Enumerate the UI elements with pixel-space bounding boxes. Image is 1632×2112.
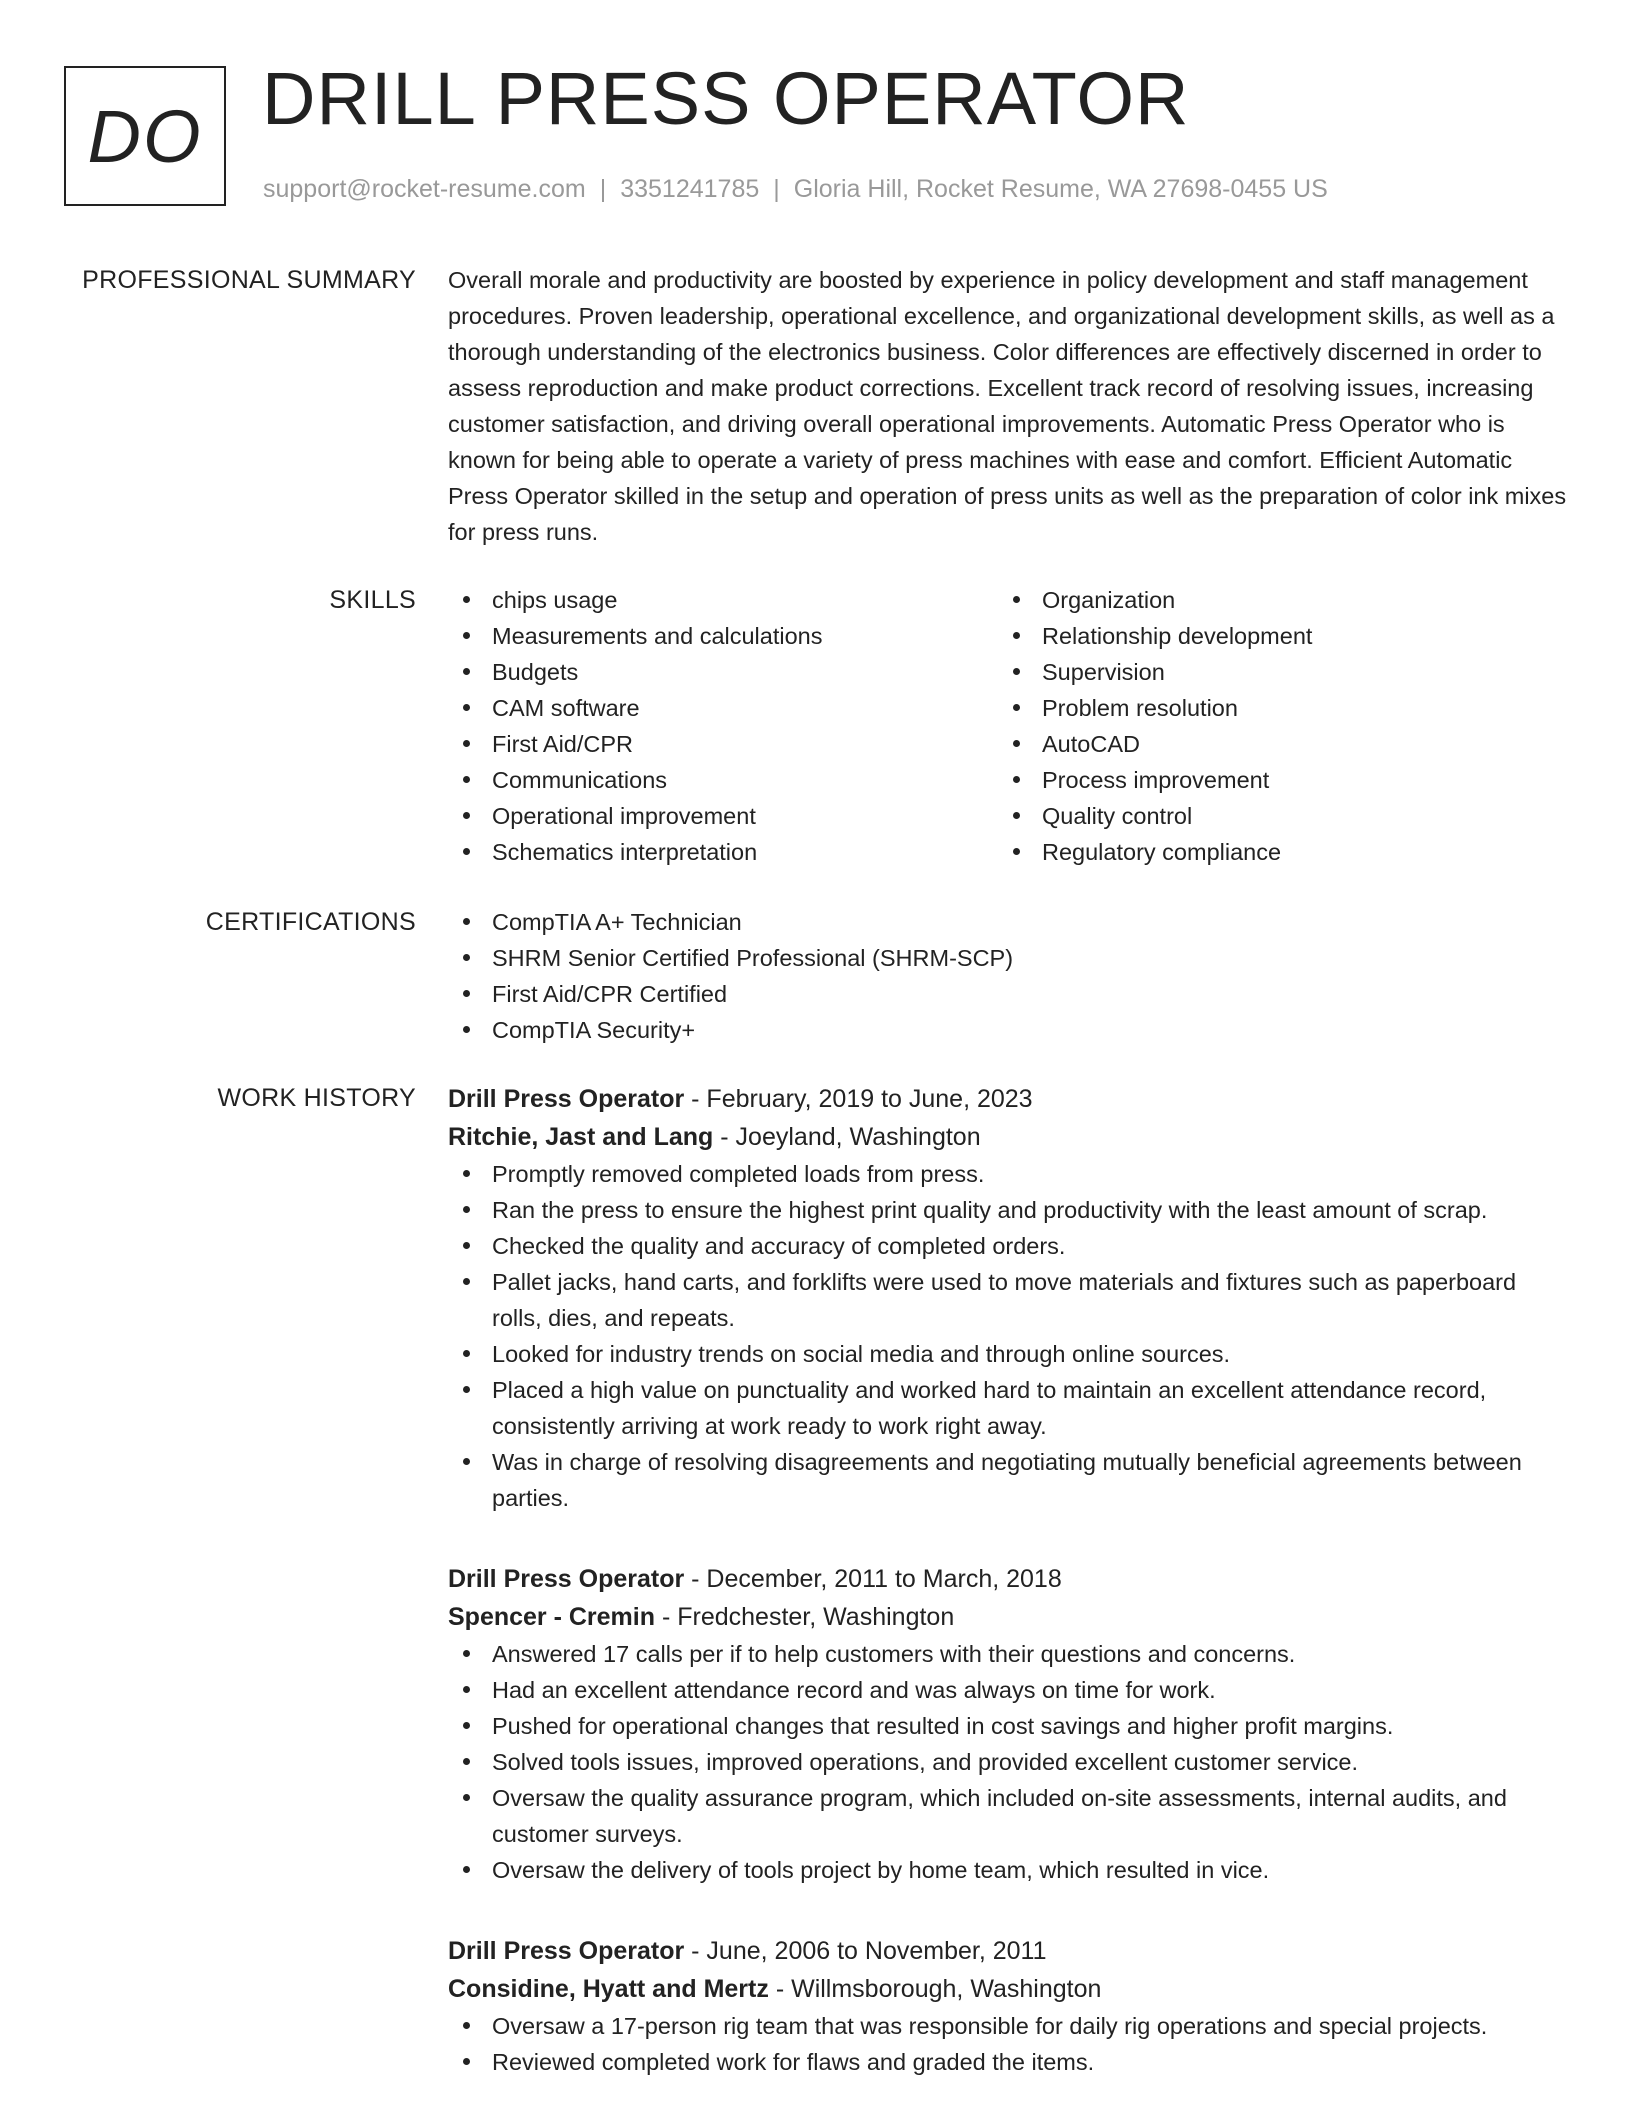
list-item: Organization [1042,582,1548,618]
job-location: - Willmsborough, Washington [768,1975,1102,2003]
job-title: Drill Press Operator [448,1085,685,1113]
certifications-heading: CERTIFICATIONS [205,908,416,936]
summary-heading: PROFESSIONAL SUMMARY [82,266,416,294]
list-item: Budgets [492,654,998,690]
contact-email[interactable]: support@rocket-resume.com [263,175,586,203]
skills-column-left [448,582,998,870]
contact-separator: | [773,175,780,203]
contact-line [263,174,1328,204]
job-entry [448,1932,1568,2080]
job-company-line [448,1970,1568,2008]
list-item: First Aid/CPR [492,726,998,762]
list-item: Pallet jacks, hand carts, and forklifts were used to move materials and fixtures such as paperboard rolls, dies, and repeats. [492,1264,1568,1336]
list-item: Problem resolution [1042,690,1548,726]
list-item: Oversaw the delivery of tools project by home team, which resulted in vice. [492,1852,1568,1888]
candidate-name: DRILL PRESS OPERATOR [262,57,1190,140]
list-item: Measurements and calculations [492,618,998,654]
list-item: Operational improvement [492,798,998,834]
job-duties-list [448,2008,1568,2080]
list-item: Was in charge of resolving disagreements and negotiating mutually beneficial agreements between parties. [492,1444,1568,1516]
contact-address: Gloria Hill, Rocket Resume, WA 27698-0455 US [793,175,1328,203]
skills-list-right [998,582,1548,870]
job-company-line [448,1118,1568,1156]
job-dates: - June, 2006 to November, 2011 [684,1937,1047,1965]
list-item: SHRM Senior Certified Professional (SHRM-SCP) [492,940,1568,976]
contact-phone[interactable]: 3351241785 [620,175,760,203]
list-item: Oversaw the quality assurance program, which included on-site assessments, internal audits, and customer surveys. [492,1780,1568,1852]
summary-body [448,262,1568,550]
monogram-box [64,66,226,206]
skills-body [448,582,1568,870]
job-entry [448,1560,1568,1888]
list-item: CAM software [492,690,998,726]
list-item: AutoCAD [1042,726,1548,762]
job-location: - Fredchester, Washington [655,1603,955,1631]
list-item: Schematics interpretation [492,834,998,870]
job-title-line [448,1560,1568,1598]
job-dates: - February, 2019 to June, 2023 [684,1085,1033,1113]
list-item: Placed a high value on punctuality and worked hard to maintain an excellent attendance record, consistently arriving at work ready to work right away. [492,1372,1568,1444]
job-dates: - December, 2011 to March, 2018 [684,1565,1062,1593]
job-company-line [448,1598,1568,1636]
list-item: Communications [492,762,998,798]
list-item: Answered 17 calls per if to help customers with their questions and concerns. [492,1636,1568,1672]
list-item: Regulatory compliance [1042,834,1548,870]
job-title-line [448,1932,1568,1970]
work-history-heading: WORK HISTORY [217,1084,416,1112]
list-item: chips usage [492,582,998,618]
job-duties-list [448,1156,1568,1516]
certifications-body [448,904,1568,1048]
list-item: Ran the press to ensure the highest print quality and productivity with the least amount of scrap. [492,1192,1568,1228]
job-duties-list [448,1636,1568,1888]
summary-text: Overall morale and productivity are boosted by experience in policy development and staff management procedures. Proven leadership, operational excellence, and organizational development skills, as well as a thorough understanding of the electronics business. Color differences are effectively discerned in order to assess reproduction and make product corrections. Excellent track record of resolving issues, increasing customer satisfaction, and driving overall operational improvements. Automatic Press Operator who is known for being able to operate a variety of press machines with ease and comfort. Efficient Automatic Press Operator skilled in the setup and operation of press units as well as the preparation of color ink mixes for press runs. [448,267,1567,545]
list-item: Promptly removed completed loads from press. [492,1156,1568,1192]
job-company: Ritchie, Jast and Lang [448,1123,714,1151]
skills-column-right [998,582,1548,870]
list-item: Supervision [1042,654,1548,690]
list-item: Had an excellent attendance record and was always on time for work. [492,1672,1568,1708]
list-item: Checked the quality and accuracy of completed orders. [492,1228,1568,1264]
job-entry [448,1080,1568,1516]
list-item: Process improvement [1042,762,1548,798]
work-history-body [448,1080,1568,2080]
list-item: Oversaw a 17-person rig team that was responsible for daily rig operations and special projects. [492,2008,1568,2044]
skills-heading: SKILLS [329,586,416,614]
job-company: Considine, Hyatt and Mertz [448,1975,769,2003]
job-title: Drill Press Operator [448,1565,685,1593]
job-title-line [448,1080,1568,1118]
list-item: Quality control [1042,798,1548,834]
job-location: - Joeyland, Washington [713,1123,981,1151]
job-title: Drill Press Operator [448,1937,685,1965]
skills-list-left [448,582,998,870]
list-item: CompTIA A+ Technician [492,904,1568,940]
monogram-initials: DO [87,94,203,178]
list-item: Solved tools issues, improved operations, and provided excellent customer service. [492,1744,1568,1780]
list-item: Looked for industry trends on social media and through online sources. [492,1336,1568,1372]
certifications-list [448,904,1568,1048]
contact-separator: | [599,175,607,203]
list-item: Pushed for operational changes that resulted in cost savings and higher profit margins. [492,1708,1568,1744]
job-company: Spencer - Cremin [448,1603,656,1631]
list-item: Reviewed completed work for flaws and graded the items. [492,2044,1568,2080]
skills-grid [448,582,1568,870]
list-item: First Aid/CPR Certified [492,976,1568,1012]
list-item: CompTIA Security+ [492,1012,1568,1048]
list-item: Relationship development [1042,618,1548,654]
